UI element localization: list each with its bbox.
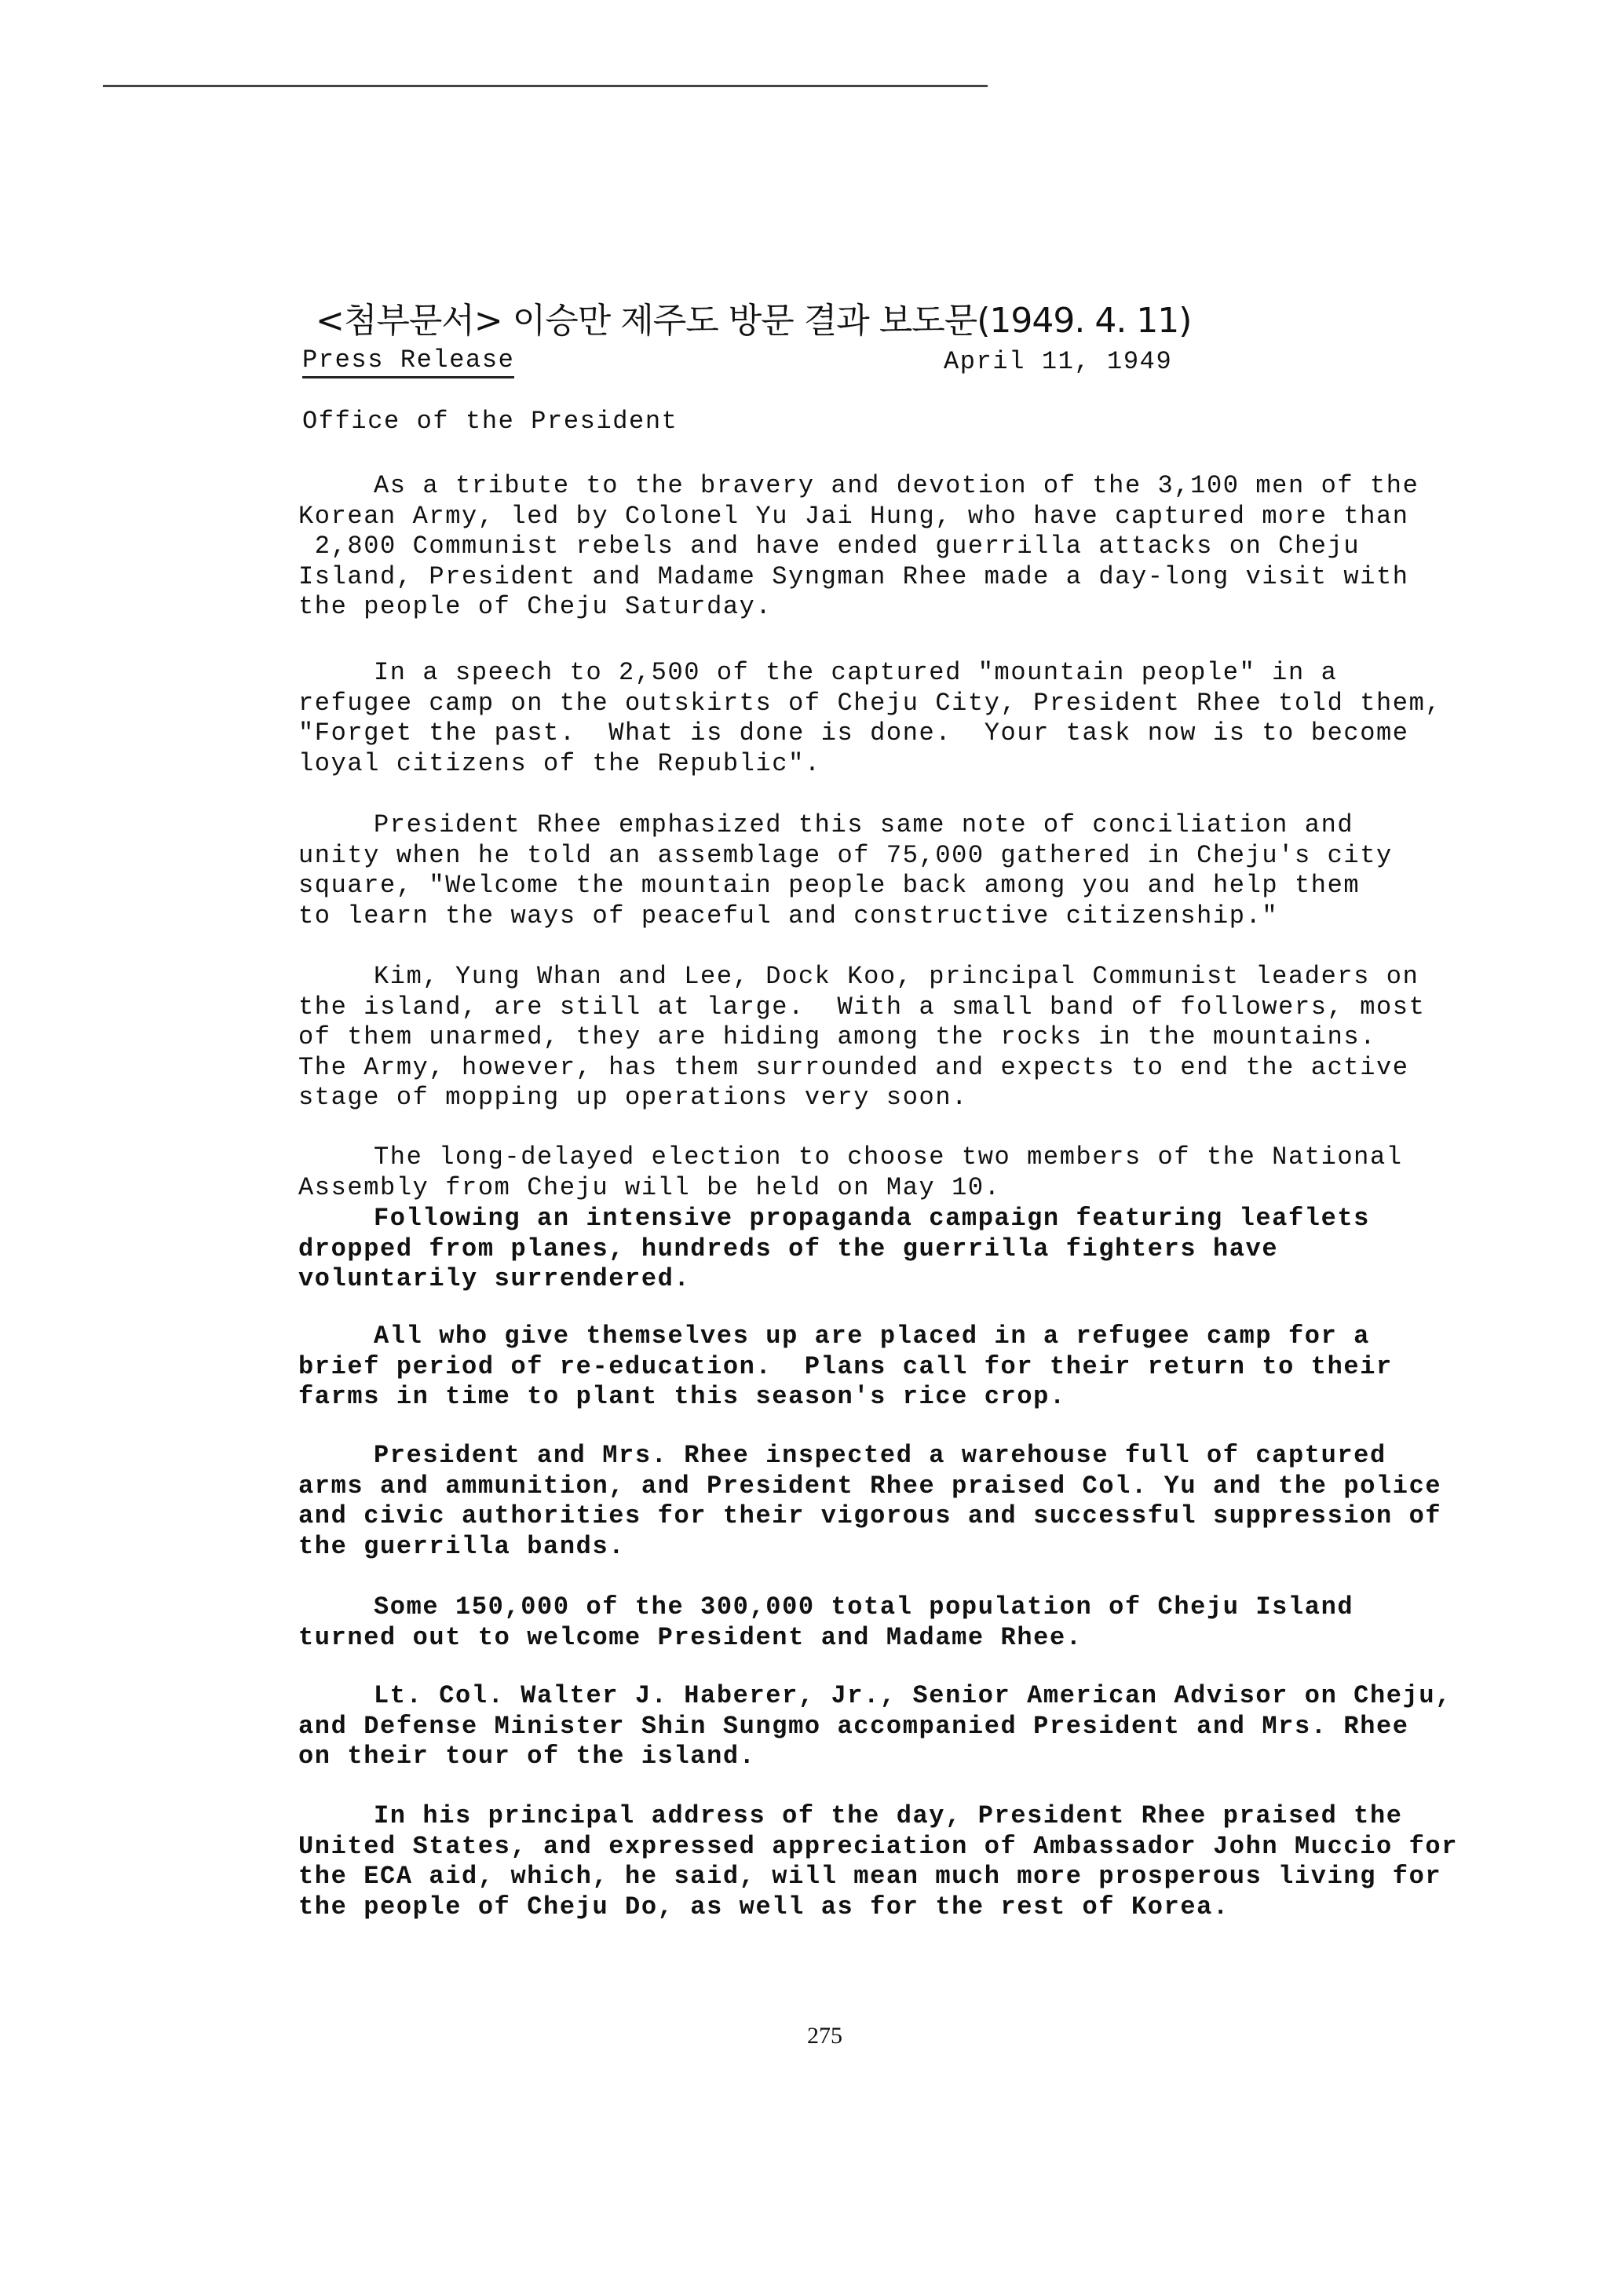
paragraph-line: the ECA aid, which, he said, will mean much more prosperous living for bbox=[298, 1862, 1442, 1891]
paragraph-line: In a speech to 2,500 of the captured "mountain people" in a bbox=[374, 658, 1338, 687]
paragraph bbox=[298, 1801, 1458, 1922]
paragraph bbox=[298, 1441, 1441, 1562]
paragraph bbox=[298, 962, 1425, 1113]
paragraph-line: square, "Welcome the mountain people back among you and help them bbox=[298, 871, 1361, 900]
paragraph-line: In his principal address of the day, President Rhee praised the bbox=[374, 1801, 1403, 1830]
paragraph-line: voluntarily surrendered. bbox=[298, 1264, 691, 1293]
paragraph bbox=[298, 471, 1419, 623]
paragraph-line: President and Mrs. Rhee inspected a warehouse full of captured bbox=[374, 1441, 1386, 1470]
paragraph bbox=[298, 1204, 1370, 1295]
paragraph-line: the people of Cheju Do, as well as for the rest of Korea. bbox=[298, 1892, 1229, 1921]
paragraph-line: and civic authorities for their vigorous and successful suppression of bbox=[298, 1501, 1442, 1530]
paragraph-line: the guerrilla bands. bbox=[298, 1531, 626, 1561]
paragraph-line: the people of Cheju Saturday. bbox=[298, 592, 773, 621]
page-number: 275 bbox=[807, 2023, 842, 2049]
paragraph-line: turned out to welcome President and Madame Rhee. bbox=[298, 1622, 1083, 1652]
paragraph-line: All who give themselves up are placed in a refugee camp for a bbox=[374, 1322, 1370, 1351]
document-title: <첨부문서> 이승만 제주도 방문 결과 보도문(1949. 4. 11) bbox=[316, 301, 1192, 341]
paragraph-line: on their tour of the island. bbox=[298, 1742, 756, 1771]
paragraph-line: Korean Army, led by Colonel Yu Jai Hung, who have captured more than bbox=[298, 501, 1409, 531]
paragraph-line: United States, and expressed appreciation of Ambassador John Muccio for bbox=[298, 1831, 1459, 1861]
paragraph-line: Island, President and Madame Syngman Rhee made a day-long visit with bbox=[298, 561, 1409, 591]
paragraph-line: The long-delayed election to choose two members of the National bbox=[374, 1143, 1403, 1172]
paragraph bbox=[298, 1322, 1393, 1413]
paragraph-line: stage of mopping up operations very soon. bbox=[298, 1083, 968, 1112]
paragraph-line: of them unarmed, they are hiding among the rocks in the mountains. bbox=[298, 1022, 1377, 1051]
paragraph-line: refugee camp on the outskirts of Cheju City, President Rhee told them, bbox=[298, 688, 1442, 718]
paragraph bbox=[298, 658, 1441, 779]
paragraph bbox=[298, 1143, 1403, 1203]
paragraph-line: As a tribute to the bravery and devotion of the 3,100 men of the bbox=[374, 471, 1419, 500]
paragraph-line: Some 150,000 of the 300,000 total population of Cheju Island bbox=[374, 1592, 1354, 1621]
office-heading: Office of the President bbox=[302, 407, 678, 436]
paragraph bbox=[298, 1681, 1452, 1772]
paragraph-line: arms and ammunition, and President Rhee praised Col. Yu and the police bbox=[298, 1471, 1442, 1501]
paragraph-line: Assembly from Cheju will be held on May 10. bbox=[298, 1172, 1001, 1202]
paragraph-line: farms in time to plant this season's rice crop. bbox=[298, 1382, 1066, 1411]
paragraph-line: Kim, Yung Whan and Lee, Dock Koo, principal Communist leaders on bbox=[374, 962, 1419, 991]
paragraph-line: brief period of re-education. Plans call for their return to their bbox=[298, 1351, 1393, 1381]
paragraph-line: the island, are still at large. With a small band of followers, most bbox=[298, 992, 1426, 1022]
paragraph-line: and Defense Minister Shin Sungmo accompanied President and Mrs. Rhee bbox=[298, 1711, 1409, 1741]
paragraph-line: Following an intensive propaganda campaign featuring leaflets bbox=[374, 1204, 1370, 1233]
paragraph-line: Lt. Col. Walter J. Haberer, Jr., Senior American Advisor on Cheju, bbox=[374, 1681, 1452, 1710]
press-release-heading: Press Release bbox=[302, 345, 514, 378]
paragraph-line: dropped from planes, hundreds of the guerrilla fighters have bbox=[298, 1234, 1279, 1263]
paragraph bbox=[298, 1592, 1353, 1653]
paragraph-line: unity when he told an assemblage of 75,000 gathered in Cheju's city bbox=[298, 840, 1393, 870]
paragraph-line: 2,800 Communist rebels and have ended guerrilla attacks on Cheju bbox=[298, 532, 1361, 561]
paragraph-line: President Rhee emphasized this same note of conciliation and bbox=[374, 810, 1354, 839]
release-date: April 11, 1949 bbox=[944, 347, 1173, 376]
paragraph-line: to learn the ways of peaceful and constructive citizenship." bbox=[298, 901, 1279, 930]
paragraph-line: The Army, however, has them surrounded and expects to end the active bbox=[298, 1052, 1409, 1082]
top-rule bbox=[103, 85, 988, 87]
paragraph-line: loyal citizens of the Republic". bbox=[298, 748, 821, 778]
paragraph bbox=[298, 810, 1393, 931]
paragraph-line: "Forget the past. What is done is done. Your task now is to become bbox=[298, 718, 1409, 748]
